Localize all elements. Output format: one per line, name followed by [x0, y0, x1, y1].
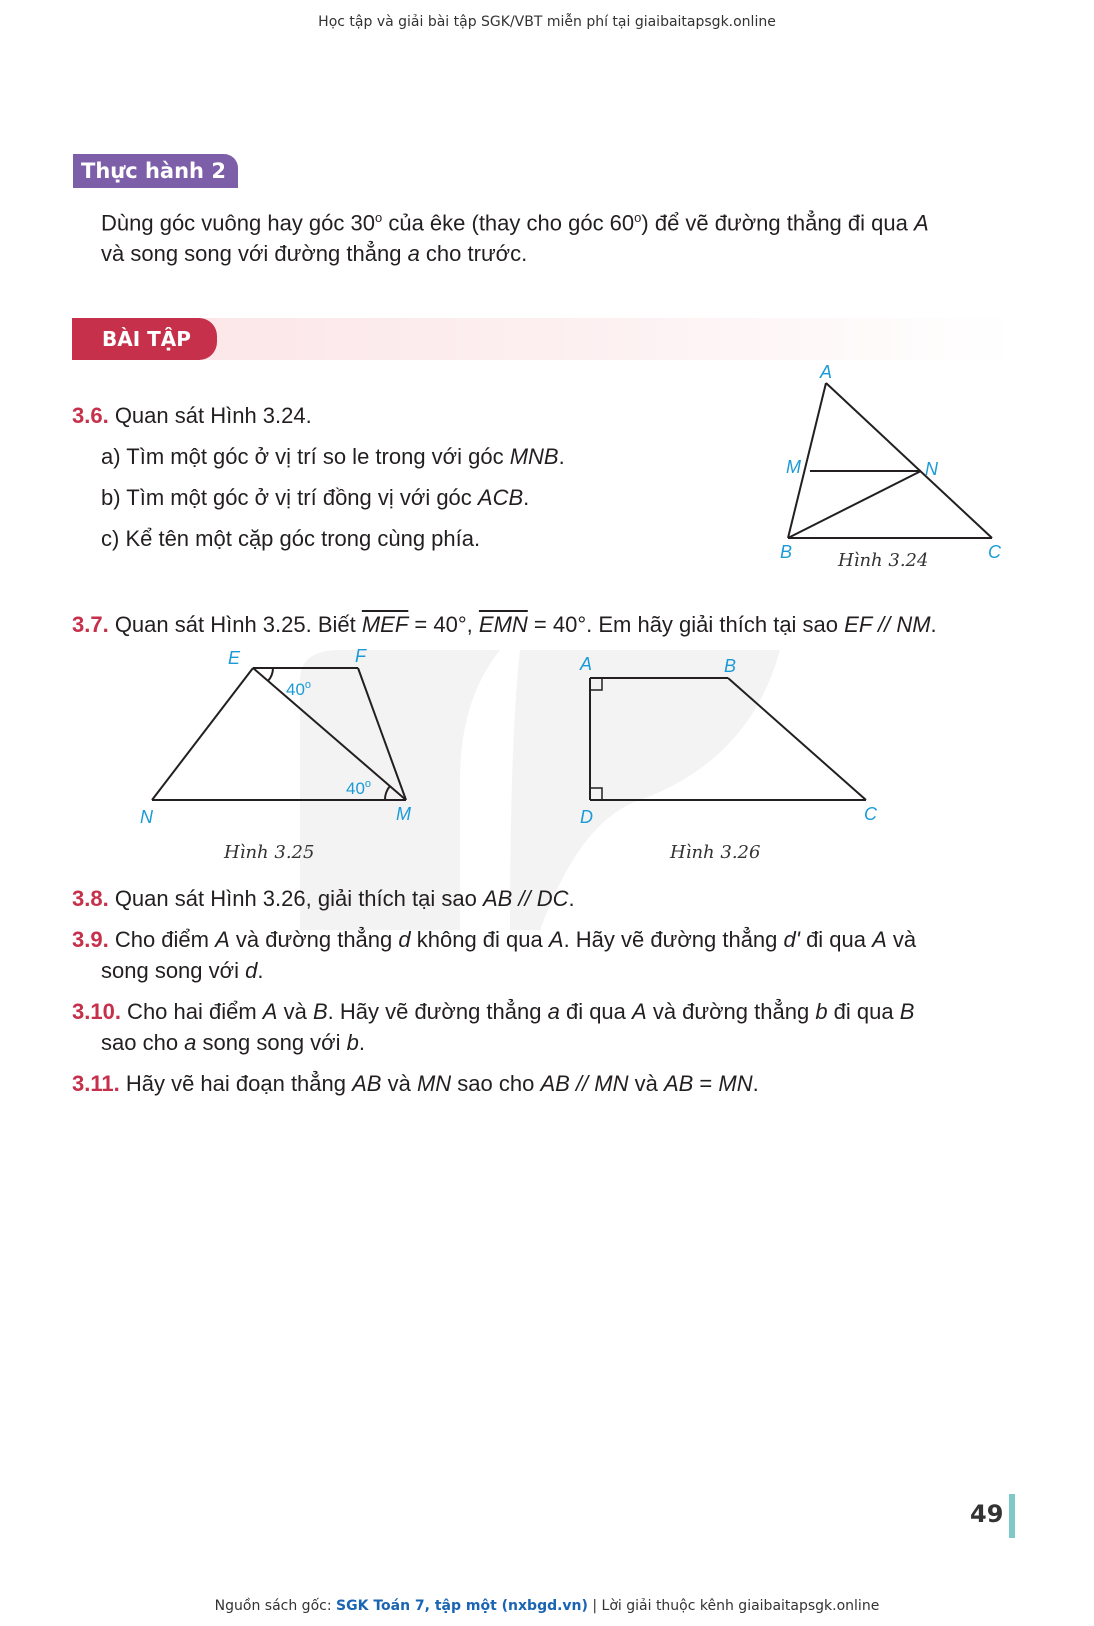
figure-caption: Hình 3.25 — [224, 842, 315, 863]
exercise-text: = 40°. Em hãy giải thích tại sao — [527, 612, 845, 637]
label-b: B — [780, 542, 793, 562]
label-n: N — [925, 459, 938, 479]
parallel-sign: // — [569, 1071, 595, 1096]
label-b: B — [724, 656, 737, 676]
exercise-text: và đường thẳng — [229, 927, 399, 952]
practice-text-2b: cho trước. — [419, 241, 528, 267]
exercise-number: 3.11. — [72, 1071, 120, 1096]
exercise-text: đi qua — [559, 999, 633, 1024]
degree-sign: o — [634, 210, 642, 225]
practice-text-2a: và song song với đường thẳng — [101, 241, 408, 267]
period: . — [752, 1071, 759, 1096]
point-name: A — [872, 927, 887, 952]
line-name: d' — [783, 927, 800, 952]
segment-name: EF — [844, 612, 872, 637]
label-d: D — [580, 807, 593, 827]
label-c: C — [864, 804, 877, 824]
segment-name: AB — [663, 1071, 694, 1096]
exercise-3-6-b: b) Tìm một góc ở vị trí đồng vị với góc ACB. — [101, 485, 530, 510]
line-name: d — [398, 927, 411, 952]
exercise-3-9-line2 — [101, 956, 263, 986]
period: . — [568, 886, 575, 911]
angle-name: $\overline{MEF}$ — [361, 612, 409, 637]
exercise-3-6 — [72, 401, 312, 431]
point-name: A — [548, 927, 564, 952]
exercise-3-10-line2 — [101, 1028, 365, 1058]
footer-source-link[interactable]: SGK Toán 7, tập một (nxbgd.vn) — [336, 1598, 588, 1614]
line-name: b — [815, 999, 828, 1024]
exercise-text: Cho hai điểm — [120, 999, 263, 1024]
exercise-3-10 — [72, 997, 914, 1027]
segment-name: MN — [718, 1071, 753, 1096]
exercise-text: b) Tìm một góc ở vị trí đồng vị với góc — [101, 485, 478, 510]
exercise-3-8 — [72, 884, 575, 914]
practice-var-line: a — [407, 241, 420, 267]
exercise-text: Hãy vẽ hai đoạn thẳng — [119, 1071, 353, 1096]
page-number-bar — [1009, 1494, 1015, 1538]
page-number: 49 — [970, 1500, 1004, 1528]
exercise-text: Cho điểm — [108, 927, 216, 952]
parallel-sign: // — [871, 612, 897, 637]
angle-arc-e — [268, 668, 273, 681]
segment-name: MN — [594, 1071, 629, 1096]
segment-bc — [728, 678, 866, 800]
exercise-text: song song với — [101, 958, 246, 983]
exercise-text: . Hãy vẽ đường thẳng — [327, 999, 548, 1024]
segment-en — [152, 668, 253, 800]
exercise-tag: BÀI TẬP — [72, 318, 217, 360]
parallel-sign: // — [512, 886, 537, 911]
exercise-3-9 — [72, 925, 916, 955]
degree-sign: o — [374, 210, 383, 225]
point-name: A — [262, 999, 278, 1024]
segment-name: MN — [416, 1071, 452, 1096]
segment-bn — [788, 471, 921, 538]
practice-text-1b: của êke (thay cho góc 60 — [382, 210, 635, 236]
exercise-number: 3.9. — [72, 927, 109, 952]
point-name: B — [312, 999, 328, 1024]
exercise-number: 3.10. — [72, 999, 121, 1024]
segment-name: AB — [352, 1071, 382, 1096]
exercise-text: Quan sát Hình 3.25. Biết — [108, 612, 362, 637]
line-name: a — [184, 1030, 197, 1055]
exercise-text: Quan sát Hình 3.24. — [108, 403, 312, 428]
exercise-text: đi qua — [799, 927, 873, 952]
label-m: M — [786, 457, 801, 477]
angle-arc-m — [385, 786, 390, 800]
angle-name: ACB — [477, 485, 524, 510]
exercise-text: Quan sát Hình 3.26, giải thích tại sao — [108, 886, 483, 911]
exercise-text: = 40°, — [408, 612, 479, 637]
practice-tag: Thực hành 2 — [73, 154, 238, 188]
right-angle-d — [590, 788, 602, 800]
line-name: b — [346, 1030, 359, 1055]
angle-value-e: 40$^o$ — [286, 679, 312, 699]
figure-caption: Hình 3.26 — [670, 842, 761, 863]
period: . — [930, 612, 937, 637]
exercise-text: song song với — [196, 1030, 347, 1055]
point-name: B — [899, 999, 915, 1024]
practice-text-1c: ) để vẽ đường thẳng đi qua — [641, 210, 914, 236]
footer-suffix: | Lời giải thuộc kênh giaibaitapsgk.online — [587, 1598, 880, 1614]
exercise-text: và — [381, 1071, 417, 1096]
label-a: A — [580, 654, 593, 674]
label-e: E — [228, 648, 241, 668]
label-m: M — [396, 804, 411, 824]
right-angle-a — [590, 678, 602, 690]
angle-name: $\overline{EMN}$ — [478, 612, 528, 637]
exercise-text: đi qua — [827, 999, 900, 1024]
segment-name: AB — [540, 1071, 570, 1096]
practice-var-a: A — [913, 210, 929, 236]
exercise-3-6-a: a) Tìm một góc ở vị trí so le trong với góc MNB. — [101, 444, 565, 469]
line-name: d — [245, 958, 258, 983]
exercise-3-6-c: c) Kể tên một cặp góc trong cùng phía. — [101, 526, 481, 551]
point-name: A — [215, 927, 230, 952]
practice-text-1a: Dùng góc vuông hay góc 30 — [101, 210, 375, 236]
period: . — [358, 1030, 365, 1055]
label-c: C — [988, 542, 1001, 562]
exercise-text: sao cho — [101, 1030, 185, 1055]
exercise-text: và — [886, 927, 917, 952]
segment-ac — [826, 383, 992, 538]
exercise-number: 3.7. — [72, 612, 109, 637]
figure-caption: Hình 3.24 — [838, 550, 929, 571]
exercise-text: a) Tìm một góc ở vị trí so le trong với góc — [101, 444, 510, 469]
exercise-text: và — [277, 999, 313, 1024]
practice-text — [101, 202, 1021, 269]
exercise-text: và đường thẳng — [646, 999, 816, 1024]
equals-sign: = — [693, 1071, 719, 1096]
label-f: F — [355, 646, 366, 666]
exercise-text: . Hãy vẽ đường thẳng — [563, 927, 784, 952]
segment-name: AB — [482, 886, 513, 911]
exercise-3-7 — [72, 610, 937, 640]
angle-value-m: 40$^o$ — [346, 778, 372, 798]
point-name: A — [632, 999, 647, 1024]
exercise-text: và — [628, 1071, 664, 1096]
exercise-text: sao cho — [451, 1071, 541, 1096]
line-name: a — [547, 999, 560, 1024]
exercise-text: không đi qua — [410, 927, 549, 952]
exercise-number: 3.6. — [72, 403, 109, 428]
footer-note — [0, 1598, 1094, 1614]
figure-3-26 — [570, 648, 900, 870]
period: . — [257, 958, 264, 983]
segment-name: DC — [536, 886, 569, 911]
footer-prefix: Nguồn sách gốc: — [214, 1598, 337, 1614]
angle-name: MNB — [509, 444, 559, 469]
figure-3-25 — [136, 640, 436, 870]
figure-3-24 — [770, 360, 1010, 575]
exercise-3-11 — [72, 1069, 759, 1099]
segment-name: NM — [896, 612, 931, 637]
header-note: Học tập và giải bài tập SGK/VBT miễn phí tại giaibaitapsgk.online — [318, 14, 776, 30]
label-a: A — [820, 362, 833, 382]
label-n: N — [140, 807, 153, 827]
exercise-number: 3.8. — [72, 886, 109, 911]
